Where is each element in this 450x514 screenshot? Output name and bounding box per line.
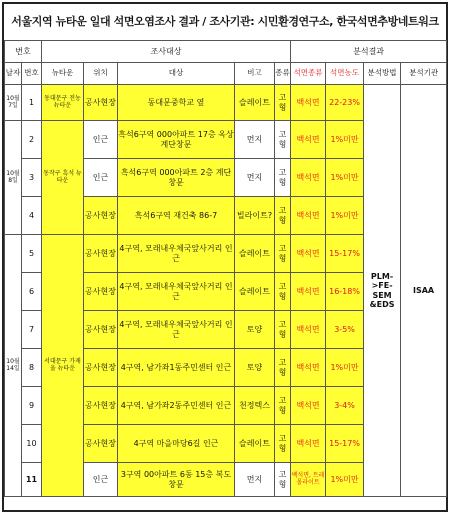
note-cell: 슬레이트 <box>235 85 275 121</box>
kind-cell: 고형 <box>275 159 291 197</box>
target-cell: 흑석6구역 재건축 86-7 <box>118 197 235 235</box>
survey-results-table <box>4 40 447 497</box>
note-cell: 먼지 <box>235 121 275 159</box>
kind-cell: 고형 <box>275 349 291 387</box>
kind-cell: 고형 <box>275 235 291 273</box>
target-cell: 4구역, 모래내우체국앞사거리 인근 <box>118 235 235 273</box>
header-num: 번호 <box>22 63 42 85</box>
row-num: 3 <box>22 159 42 197</box>
asbestos-type-cell: 백석면 <box>291 197 326 235</box>
asbestos-type-cell: 백석면, 트레몰라이트 <box>291 463 326 497</box>
asbestos-conc-cell: 1%미만 <box>326 463 364 497</box>
target-cell: 4구역, 모래내우체국앞사거리 인근 <box>118 311 235 349</box>
location-cell: 공사현장 <box>84 425 118 463</box>
row-num: 5 <box>22 235 42 273</box>
kind-cell: 고형 <box>275 85 291 121</box>
row-num: 9 <box>22 387 42 425</box>
note-cell: 슬레이트 <box>235 425 275 463</box>
date-cell: 10월 14일 <box>5 235 22 497</box>
header-row-group <box>5 41 447 63</box>
row-num: 10 <box>22 425 42 463</box>
asbestos-type-cell: 백석면 <box>291 85 326 121</box>
method-cell: PLM->FE-SEM &EDS <box>364 85 401 497</box>
asbestos-type-cell: 백석면 <box>291 273 326 311</box>
asbestos-conc-cell: 16-18% <box>326 273 364 311</box>
header-agency: 분석기관 <box>401 63 447 85</box>
header-method: 분석방법 <box>364 63 401 85</box>
location-cell: 공사현장 <box>84 197 118 235</box>
row-num: 1 <box>22 85 42 121</box>
location-cell: 인근 <box>84 463 118 497</box>
header-type: 종류 <box>275 63 291 85</box>
asbestos-conc-cell: 3-5% <box>326 311 364 349</box>
location-cell: 공사현장 <box>84 85 118 121</box>
note-cell: 슬레이트 <box>235 235 275 273</box>
asbestos-conc-cell: 1%미만 <box>326 121 364 159</box>
asbestos-conc-cell: 15-17% <box>326 425 364 463</box>
date-cell: 10월 8일 <box>5 121 22 235</box>
target-cell: 4구역, 남가좌2동주민센터 인근 <box>118 387 235 425</box>
asbestos-type-cell: 백석면 <box>291 387 326 425</box>
asbestos-type-cell: 백석면 <box>291 235 326 273</box>
document-frame <box>2 2 448 512</box>
asbestos-conc-cell: 1%미만 <box>326 197 364 235</box>
asbestos-conc-cell: 3-4% <box>326 387 364 425</box>
row-num: 11 <box>22 463 42 497</box>
kind-cell: 고형 <box>275 425 291 463</box>
asbestos-type-cell: 백석면 <box>291 425 326 463</box>
note-cell: 빌라이트? <box>235 197 275 235</box>
row-num: 7 <box>22 311 42 349</box>
target-cell: 흑석6구역 000아파트 17층 옥상계단창문 <box>118 121 235 159</box>
header-asbestos-type: 석면종류 <box>291 63 326 85</box>
kind-cell: 고형 <box>275 121 291 159</box>
asbestos-conc-cell: 15-17% <box>326 235 364 273</box>
header-note: 비고 <box>235 63 275 85</box>
kind-cell: 고형 <box>275 273 291 311</box>
asbestos-type-cell: 백석면 <box>291 121 326 159</box>
asbestos-type-cell: 백석면 <box>291 311 326 349</box>
header-asbestos-conc: 석면농도 <box>326 63 364 85</box>
agency-cell: ISAA <box>401 85 447 497</box>
note-cell: 먼지 <box>235 159 275 197</box>
header-no: 번호 <box>5 41 42 63</box>
header-newtown: 뉴타운 <box>42 63 84 85</box>
table-row <box>5 85 447 121</box>
header-target: 대상 <box>118 63 235 85</box>
header-date: 날자 <box>5 63 22 85</box>
target-cell: 4구역, 남가좌1동주민센터 인근 <box>118 349 235 387</box>
kind-cell: 고형 <box>275 197 291 235</box>
location-cell: 공사현장 <box>84 273 118 311</box>
newtown-cell: 동작구 흑석 뉴타운 <box>42 121 84 235</box>
note-cell: 토양 <box>235 311 275 349</box>
note-cell: 천정텍스 <box>235 387 275 425</box>
asbestos-conc-cell: 1%미만 <box>326 349 364 387</box>
target-cell: 흑석6구역 000아파트 2층 계단창문 <box>118 159 235 197</box>
kind-cell: 고형 <box>275 311 291 349</box>
row-num: 8 <box>22 349 42 387</box>
date-cell: 10월 7일 <box>5 85 22 121</box>
location-cell: 인근 <box>84 159 118 197</box>
note-cell: 슬레이트 <box>235 273 275 311</box>
newtown-cell: 서대문구 가재울 뉴타운 <box>42 235 84 497</box>
kind-cell: 고형 <box>275 387 291 425</box>
newtown-cell: 동대문구 전농뉴타운 <box>42 85 84 121</box>
header-analysis-result: 분석결과 <box>291 41 447 63</box>
asbestos-type-cell: 백석면 <box>291 349 326 387</box>
asbestos-conc-cell: 1%미만 <box>326 159 364 197</box>
header-survey-target: 조사대상 <box>42 41 291 63</box>
header-location: 위치 <box>84 63 118 85</box>
target-cell: 4구역 마을마당6길 인근 <box>118 425 235 463</box>
target-cell: 3구역 00아파트 6동 15층 복도창문 <box>118 463 235 497</box>
target-cell: 4구역, 모래내우체국앞사거리 인근 <box>118 273 235 311</box>
location-cell: 공사현장 <box>84 387 118 425</box>
asbestos-type-cell: 백석면 <box>291 159 326 197</box>
row-num: 2 <box>22 121 42 159</box>
asbestos-conc-cell: 22-23% <box>326 85 364 121</box>
location-cell: 공사현장 <box>84 235 118 273</box>
header-row-columns <box>5 63 447 85</box>
location-cell: 인근 <box>84 121 118 159</box>
row-num: 6 <box>22 273 42 311</box>
row-num: 4 <box>22 197 42 235</box>
note-cell: 토양 <box>235 349 275 387</box>
note-cell: 먼지 <box>235 463 275 497</box>
location-cell: 공사현장 <box>84 349 118 387</box>
target-cell: 동대문중학교 옆 <box>118 85 235 121</box>
document-title: 서울지역 뉴타운 일대 석면오염조사 결과 / 조사기관: 시민환경연구소, 한국석면추방네트워크 <box>4 4 446 41</box>
location-cell: 공사현장 <box>84 311 118 349</box>
kind-cell: 고형 <box>275 463 291 497</box>
